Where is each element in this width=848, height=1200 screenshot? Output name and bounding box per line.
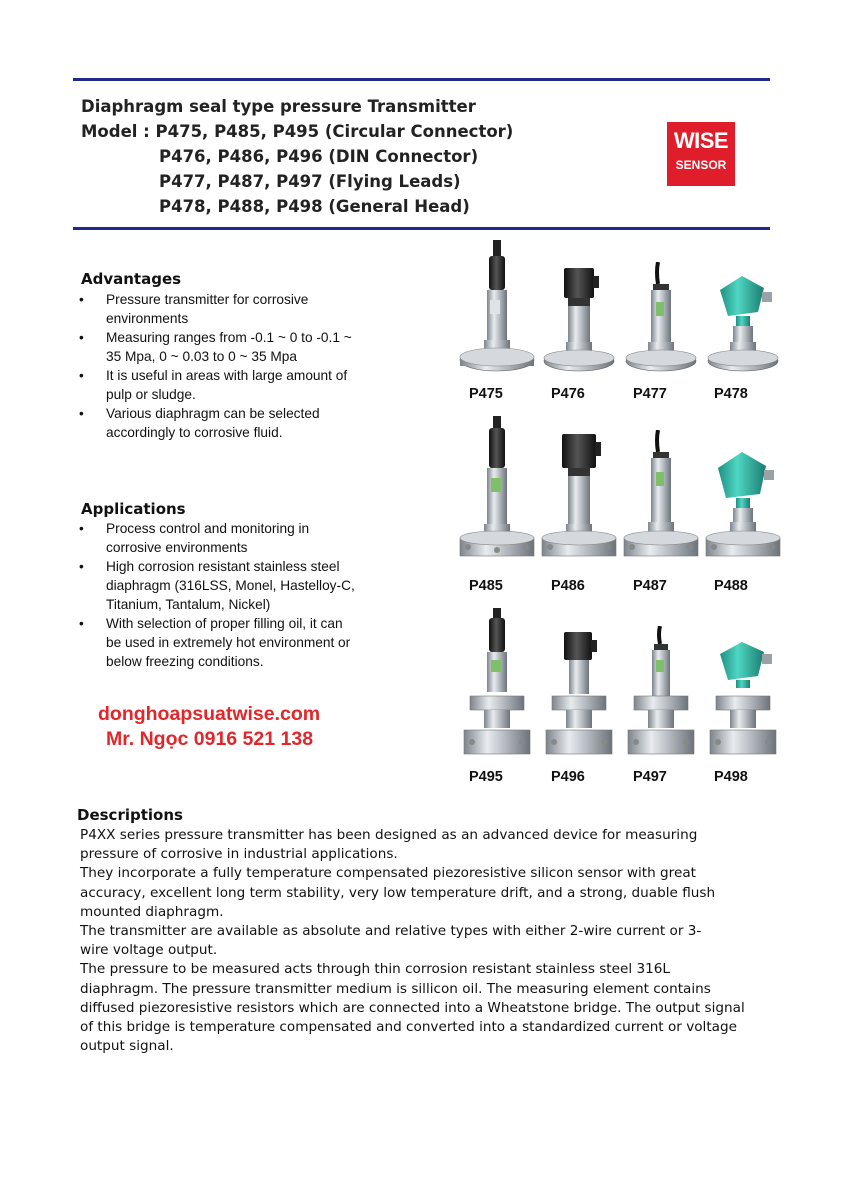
product-label-p495: P495	[469, 769, 503, 785]
product-image-p488	[702, 450, 784, 576]
model-flying: P477, P487, P497 (Flying Leads)	[159, 172, 461, 191]
advantage-item: • It is useful in areas with large amount of pulp or sludge.	[79, 366, 369, 404]
descriptions-body	[80, 826, 760, 1056]
description-paragraph: P4XX series pressure transmitter has been designed as an advanced device for measuring pressure of corrosive in industrial applications.	[80, 827, 698, 863]
applications-title: Applications	[81, 500, 186, 518]
product-image-p487	[620, 430, 702, 576]
product-label-p488: P488	[714, 578, 748, 594]
advantages-title: Advantages	[81, 270, 182, 288]
document-header	[81, 94, 513, 219]
advantages-list	[79, 290, 369, 442]
product-image-p495	[456, 608, 538, 766]
product-image-p496	[538, 630, 620, 766]
product-label-p487: P487	[633, 578, 667, 594]
product-image-p486	[538, 430, 620, 576]
product-label-p497: P497	[633, 769, 667, 785]
application-item: • High corrosion resistant stainless steel diaphragm (316LSS, Monel, Hastelloy-C, Titanium, Tantalum, Nickel)	[79, 557, 364, 614]
application-item: • With selection of proper filling oil, it can be used in extremely hot environment or below freezing conditions.	[79, 614, 356, 671]
description-paragraph: They incorporate a fully temperature compensated piezoresistive silicon sensor with great accuracy, excellent long term stability, very low temperature drift, and a strong, duable flush mounted diaphragm.	[80, 865, 716, 920]
logo-sensor: SENSOR	[675, 158, 727, 172]
model-prefix: Model :	[81, 122, 150, 141]
model-line-1	[81, 119, 513, 144]
model-din: P476, P486, P496 (DIN Connector)	[159, 147, 479, 166]
model-circular: P475, P485, P495 (Circular Connector)	[155, 122, 514, 141]
advantage-item: • Various diaphragm can be selected accordingly to corrosive fluid.	[79, 404, 369, 442]
product-image-p477	[620, 262, 702, 385]
product-label-p476: P476	[551, 386, 585, 402]
product-image-p475	[456, 240, 538, 385]
top-rule	[73, 78, 770, 81]
product-label-p486: P486	[551, 578, 585, 594]
model-general: P478, P488, P498 (General Head)	[159, 197, 470, 216]
product-image-p476	[538, 262, 620, 385]
product-image-p498	[702, 640, 784, 766]
product-label-p498: P498	[714, 769, 748, 785]
product-label-p475: P475	[469, 386, 503, 402]
product-image-p485	[456, 416, 538, 576]
application-item: • Process control and monitoring in corrosive environments	[79, 519, 336, 557]
product-label-p485: P485	[469, 578, 503, 594]
product-label-p477: P477	[633, 386, 667, 402]
logo-wise: WISE	[673, 128, 729, 153]
description-paragraph: The pressure to be measured acts through thin corrosion resistant stainless steel 316L diaphragm. The pressure transmitter medium is sillicon oil. The measuring element contains diffused piezoresistive resistors which are connected into a Wheatstone bridge. The output signal of this bridge is temperature compensated and converted into a standardized current or voltage output signal.	[80, 961, 745, 1055]
wise-sensor-logo	[667, 122, 735, 186]
header-bottom-rule	[73, 227, 770, 230]
document-title: Diaphragm seal type pressure Transmitter	[81, 97, 476, 116]
product-image-p497	[620, 626, 702, 766]
advantage-item: • Measuring ranges from -0.1 ~ 0 to -0.1 ~ 35 Mpa, 0 ~ 0.03 to 0 ~ 35 Mpa	[79, 328, 356, 366]
description-paragraph: The transmitter are available as absolute and relative types with either 2-wire current or 3-wire voltage output.	[80, 923, 702, 959]
advantage-item: • Pressure transmitter for corrosive environments	[79, 290, 369, 328]
descriptions-title: Descriptions	[77, 806, 183, 824]
promo-contact: Mr. Ngọc 0916 521 138	[106, 728, 314, 750]
applications-list	[79, 519, 364, 671]
promo-website[interactable]: donghoapsuatwise.com	[98, 703, 321, 725]
product-label-p496: P496	[551, 769, 585, 785]
product-label-p478: P478	[714, 386, 748, 402]
product-image-p478	[702, 272, 784, 385]
